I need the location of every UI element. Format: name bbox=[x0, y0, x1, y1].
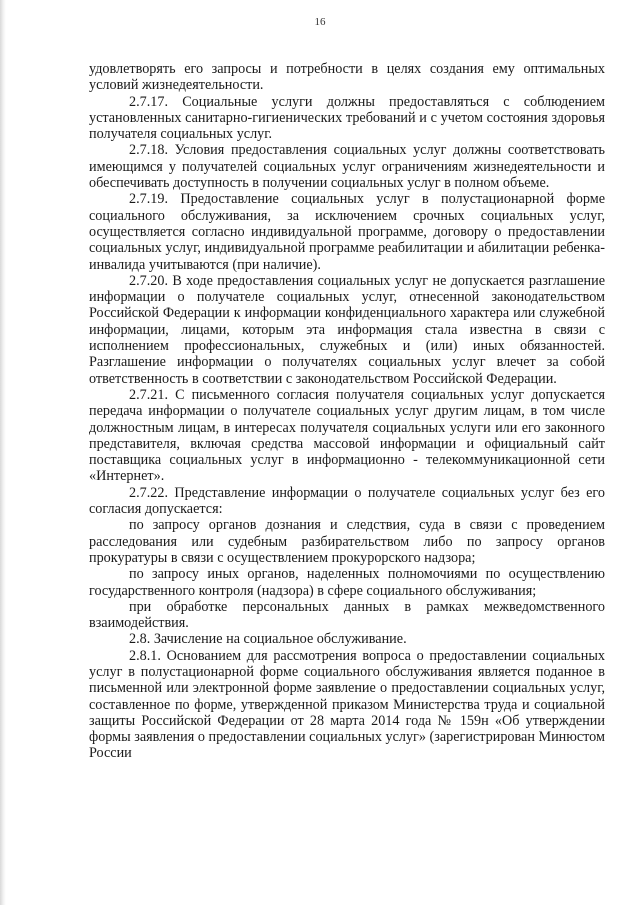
scan-edge-shadow bbox=[0, 0, 6, 905]
paragraph-2-7-22: 2.7.22. Представление информации о получателе социальных услуг без его согласия допускается: bbox=[89, 484, 605, 518]
paragraph-2-7-21: 2.7.21. С письменного согласия получателя социальных услуг допускается передача информации о получателе социальных услуг другим лицам, в том числе должностным лицам, в интересах получателя социальных услуги или его законного представителя, включая средства массовой информации и официальный сайт поставщика социальных услуг в информационно - телекоммуникационной сети «Интернет». bbox=[89, 386, 605, 485]
page-number: 16 bbox=[314, 16, 326, 28]
paragraph-2-8-1: 2.8.1. Основанием для рассмотрения вопроса о предоставлении социальных услуг в полустационарной форме социального обслуживания является поданное в письменной или электронной форме заявление о предоставлении социальных услуг, составленное по форме, утвержденной приказом Министерства труда и социальной защиты Российской Федерации от 28 марта 2014 года № 159н «Об утверждении формы заявления о предоставлении социальных услуг» (зарегистрирован Минюстом России bbox=[89, 647, 605, 762]
paragraph-2-7-17: 2.7.17. Социальные услуги должны предоставляться с соблюдением установленных санитарно-гигиенических требований и с учетом состояния здоровья получателя социальных услуг. bbox=[89, 93, 605, 143]
paragraph-2-7-18: 2.7.18. Условия предоставления социальных услуг должны соответствовать имеющимся у получателей социальных услуг ограничениям жизнедеятельности и обеспечивать доступность в получении социальных услуг в полном объеме. bbox=[89, 142, 605, 192]
list-item-state-control-request: по запросу иных органов, наделенных полномочиями по осуществлению государственного контроля (надзора) в сфере социального обслуживания; bbox=[89, 566, 605, 599]
document-body bbox=[89, 61, 605, 762]
paragraph-continuation: удовлетворять его запросы и потребности в целях создания ему оптимальных условий жизнедеятельности. bbox=[89, 61, 605, 94]
section-heading-2-8: 2.8. Зачисление на социальное обслуживание. bbox=[129, 631, 407, 648]
paragraph-2-7-20: 2.7.20. В ходе предоставления социальных услуг не допускается разглашение информации о получателе социальных услуг, отнесенной законодательством Российской Федерации к информации конфиденциального характера или служебной информации, лицами, которым эта информация стала известна в связи с исполнением профессиональных, служебных и (или) иных обязанностей. Разглашение информации о получателях социальных услуг влечет за собой ответственность в соответствии с законодательством Российской Федерации. bbox=[89, 272, 605, 387]
list-item-investigation-request: по запросу органов дознания и следствия, суда в связи с проведением расследования или судебным разбирательством либо по запросу органов прокуратуры в связи с осуществлением прокурорского надзора; bbox=[89, 517, 605, 566]
paragraph-2-7-19: 2.7.19. Предоставление социальных услуг в полустационарной форме социального обслуживания, за исключением срочных социальных услуг, осуществляется согласно индивидуальной программе, договору о предоставлении социальных услуг, индивидуальной программе реабилитации и абилитации ребенка-инвалида учитываются (при наличие). bbox=[89, 191, 605, 273]
list-item-personal-data-processing: при обработке персональных данных в рамках межведомственного взаимодействия. bbox=[89, 598, 605, 632]
